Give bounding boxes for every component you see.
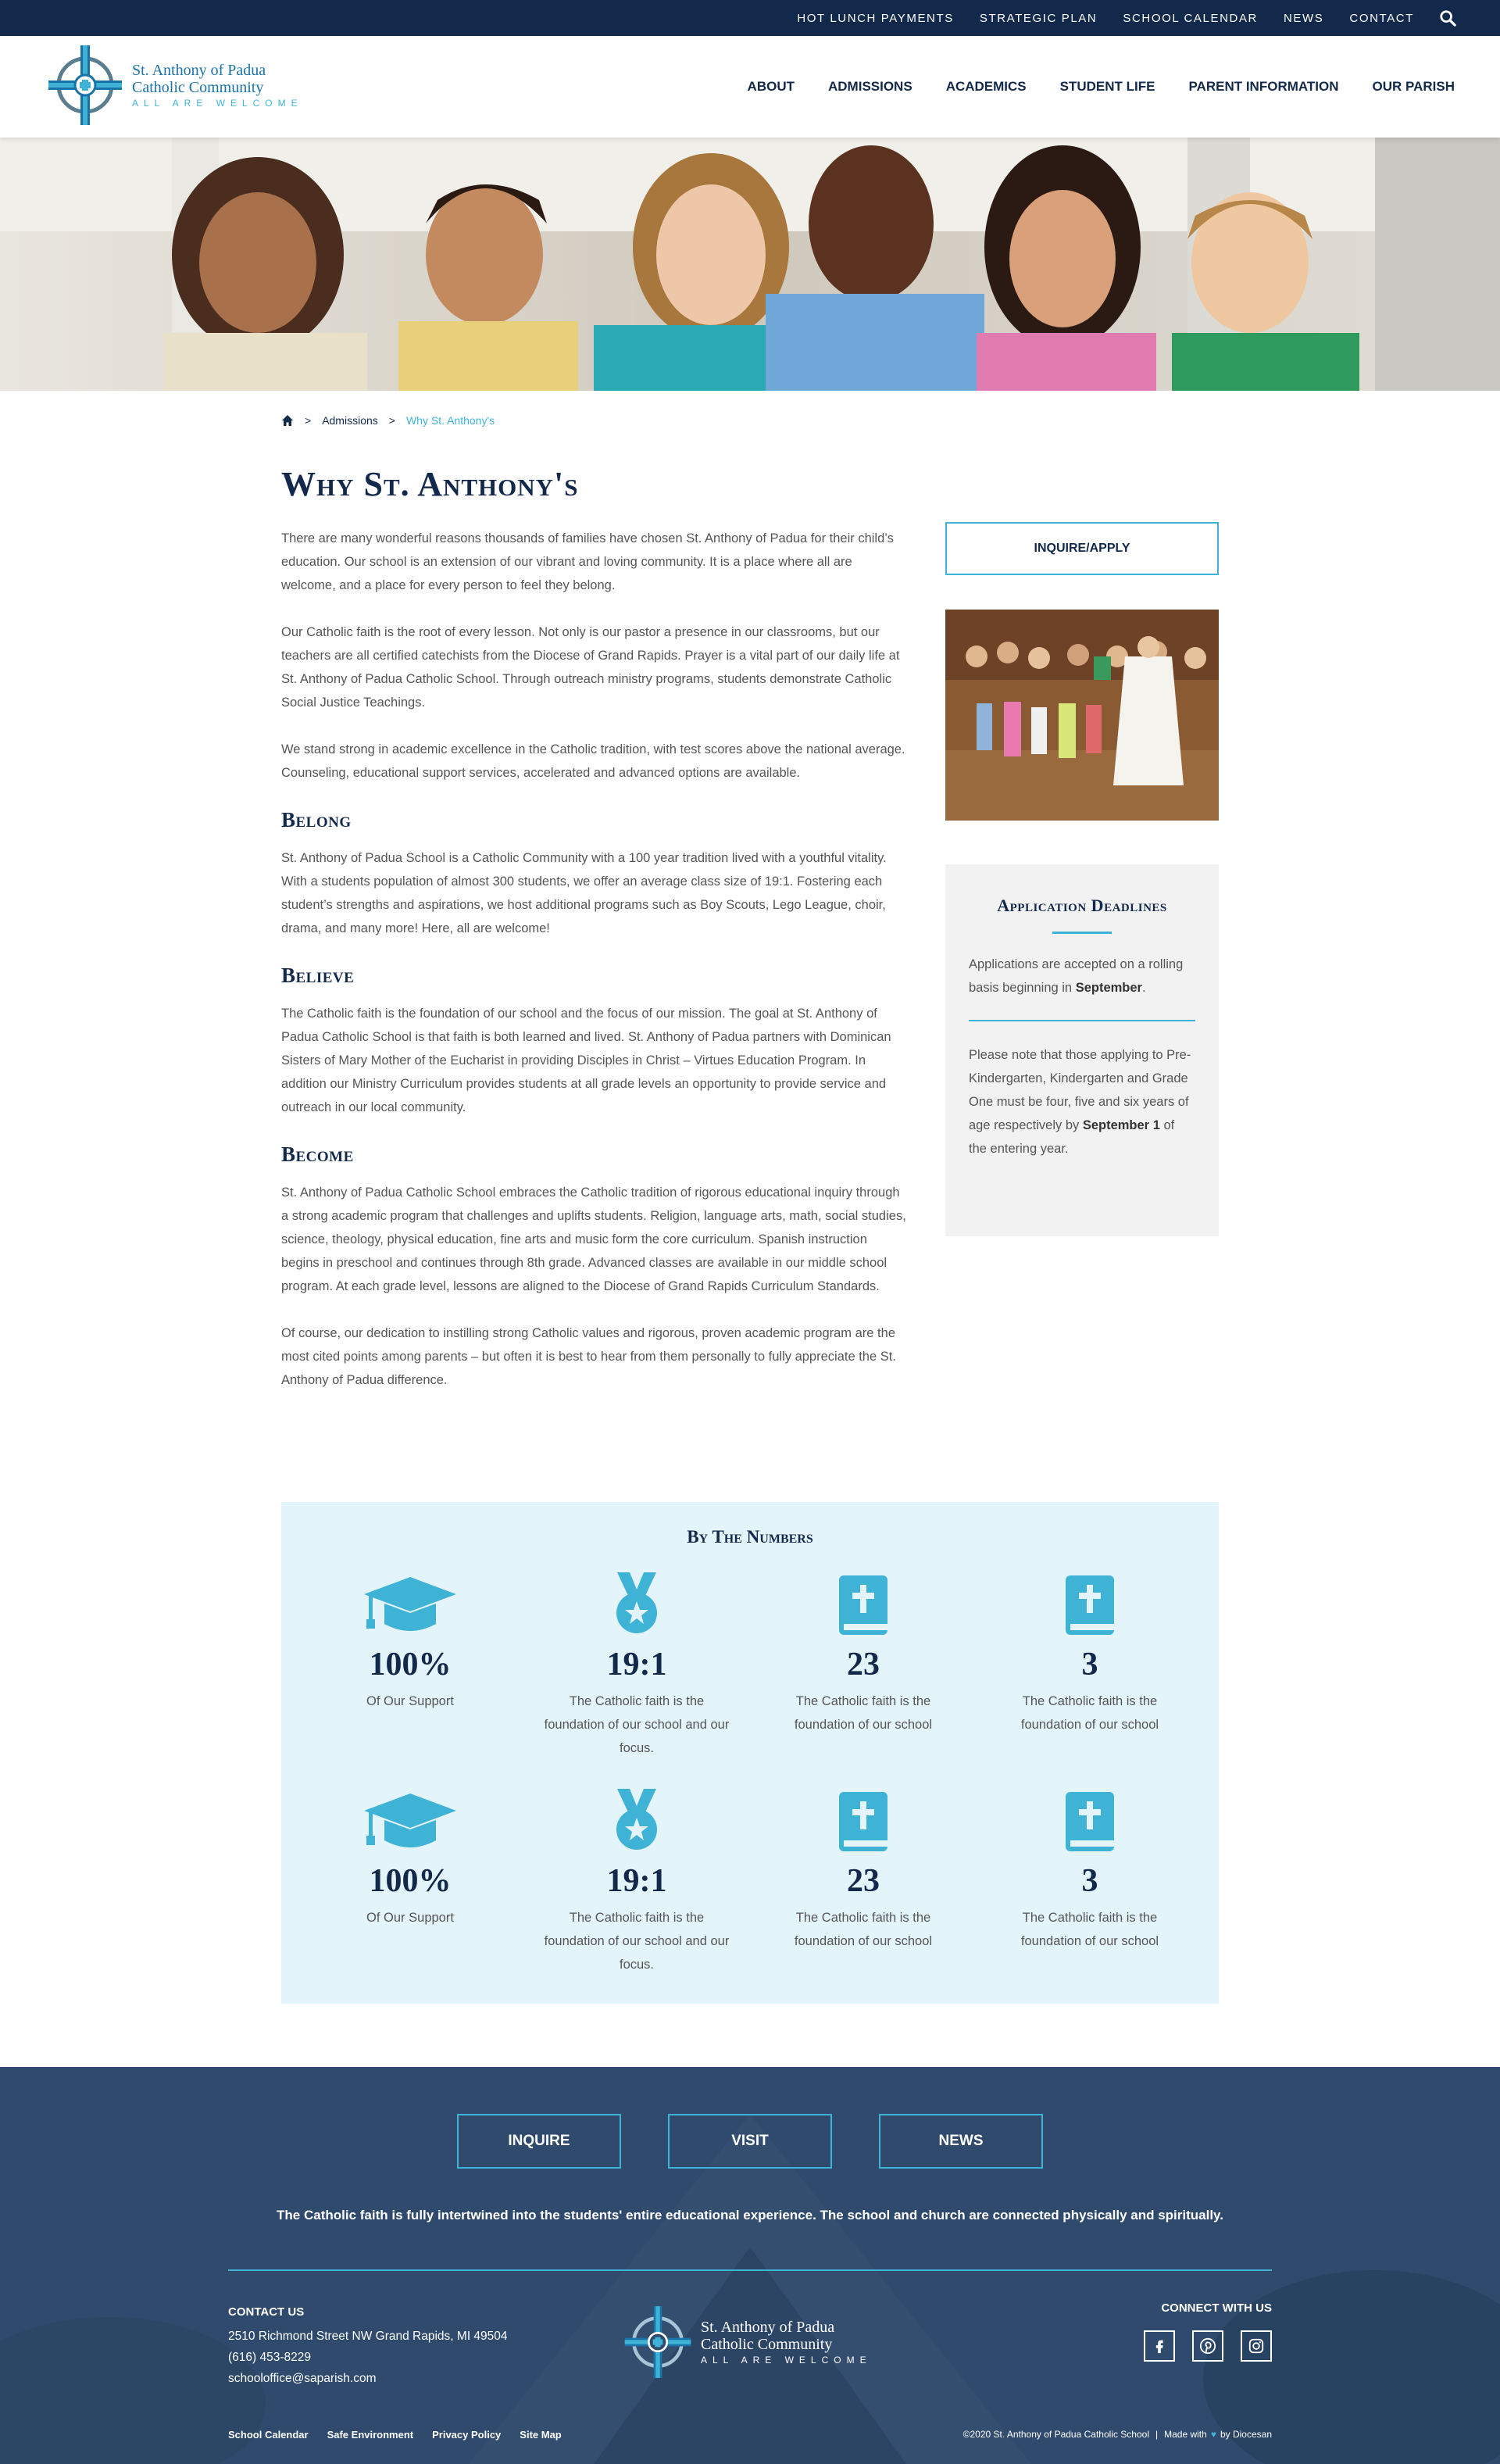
section-paragraph: The Catholic faith is the foundation of our school and the focus of our mission. The goal at St. Anthony of Padua Catholic School is that faith is both learned and lived. St. Anthony of Padua partners with Dominican Sisters of Mary Mother of the Eucharist in providing Disciples in Christ – Virtues Education Program. In addition our Ministry Curriculum provides students at all grade levels an opportunity to provide service and outreach in our local community. (281, 1007, 891, 1114)
footer-tagline: The Catholic faith is fully intertwined into the students' entire educational experience. The school and church are connected physically and spiritually. (277, 2208, 1223, 2223)
footer-cta-buttons (0, 2114, 1500, 2169)
site-footer (0, 2067, 1500, 2464)
stat-value: 19:1 (606, 1647, 667, 1683)
breadcrumb-separator: > (388, 414, 395, 427)
footer-contact (228, 2301, 508, 2389)
hot-lunch-link[interactable]: HOT LUNCH PAYMENTS (797, 11, 954, 25)
nav-our-parish[interactable]: OUR PARISH (1372, 79, 1455, 94)
deadlines-title: Application Deadlines (997, 896, 1167, 915)
logo-line-2: Catholic Community (132, 79, 264, 96)
divider (969, 1020, 1195, 1021)
hero-students-photo (0, 138, 1500, 391)
stat-value: 23 (847, 1863, 880, 1899)
cross-logo-icon (46, 44, 124, 127)
mass-photo (945, 610, 1219, 821)
main-content (281, 527, 906, 1415)
facebook-icon[interactable] (1144, 2330, 1175, 2362)
nav-about[interactable]: ABOUT (747, 79, 795, 94)
stat-value: 23 (847, 1647, 880, 1683)
graduation-cap-icon (297, 1572, 523, 1635)
nav-academics[interactable]: ACADEMICS (945, 79, 1027, 94)
site-logo[interactable] (46, 44, 303, 127)
footer-link-site-map[interactable]: Site Map (520, 2429, 562, 2441)
footer-visit-button[interactable]: VISIT (668, 2114, 832, 2169)
search-icon[interactable] (1439, 9, 1456, 27)
section-heading-become: Become (281, 1143, 354, 1166)
breadcrumb-separator: > (305, 414, 312, 427)
bible-icon (977, 1789, 1203, 1851)
logo-tagline: ALL ARE WELCOME (132, 98, 303, 109)
stat-value: 100% (369, 1863, 452, 1899)
medal-icon (523, 1572, 750, 1635)
footer-link-safe-environment[interactable]: Safe Environment (327, 2429, 414, 2441)
stat-23 (750, 1572, 977, 1736)
stat-label: The Catholic faith is the foundation of our school (794, 1911, 933, 1948)
stat-label: The Catholic faith is the foundation of our school (794, 1694, 933, 1732)
stat-label: The Catholic faith is the foundation of our school and our focus. (544, 1911, 730, 1972)
connect-heading: CONNECT WITH US (1161, 2301, 1272, 2315)
copyright-text: ©2020 St. Anthony of Padua Catholic School (962, 2429, 1149, 2440)
contact-heading: CONTACT US (228, 2305, 305, 2319)
stat-label: The Catholic faith is the foundation of our school (1020, 1694, 1159, 1732)
intro-paragraph: Our Catholic faith is the root of every lesson. Not only is our pastor a presence in our classrooms, but our teachers are all certified catechists from the Diocese of Grand Rapids. Prayer is a vital part of our daily life at St. Anthony of Padua Catholic School. Through outreach ministry programs, students demonstrate Catholic Social Justice Teachings. (281, 625, 900, 710)
contact-email[interactable]: schooloffice@saparish.com (228, 2372, 377, 2385)
footer-news-button[interactable]: NEWS (879, 2114, 1043, 2169)
stat-3 (977, 1789, 1203, 1953)
footer-link-privacy-policy[interactable]: Privacy Policy (432, 2429, 502, 2441)
copyright (963, 2429, 1272, 2440)
stat-label: The Catholic faith is the foundation of our school (1020, 1911, 1159, 1948)
section-paragraph: Of course, our dedication to instilling strong Catholic values and rigorous, proven academic program are the most cited points among parents – but often it is best to hear from them personally to fully appreciate the St. Anthony of Padua difference. (281, 1326, 896, 1387)
footer-logo[interactable] (623, 2305, 872, 2380)
home-icon[interactable] (281, 414, 294, 427)
logo-line-2: Catholic Community (701, 2336, 833, 2353)
footer-bottom-links (228, 2429, 580, 2441)
footer-divider (228, 2269, 1272, 2271)
breadcrumb (281, 414, 495, 427)
title-underline (1052, 932, 1112, 934)
contact-address: 2510 Richmond Street NW Grand Rapids, MI 49504 (228, 2330, 508, 2343)
nav-student-life[interactable]: STUDENT LIFE (1059, 79, 1155, 94)
stat-value: 3 (1081, 1863, 1098, 1899)
news-link[interactable]: NEWS (1284, 11, 1324, 25)
bible-icon (750, 1572, 977, 1635)
made-with-text: Made with (1164, 2429, 1207, 2440)
hero-image (0, 138, 1500, 391)
pipe-separator: | (1155, 2429, 1159, 2440)
numbers-title: By The Numbers (687, 1527, 813, 1547)
section-heading-belong: Belong (281, 808, 352, 831)
logo-tagline: ALL ARE WELCOME (701, 2355, 872, 2366)
stat-class-size (523, 1789, 750, 1976)
breadcrumb-current: Why St. Anthony's (405, 414, 495, 427)
stat-3 (977, 1572, 1203, 1736)
stat-value: 100% (369, 1647, 452, 1683)
nav-parent-information[interactable]: PARENT INFORMATION (1188, 79, 1339, 94)
logo-wordmark (701, 2319, 872, 2366)
section-paragraph: St. Anthony of Padua Catholic School embraces the Catholic tradition of rigorous educational inquiry through a strong academic program that challenges and uplifts students. Religion, language arts, math, social studies, science, theology, physical education, fine arts and music form the core curriculum. Spanish instruction begins in preschool and continues through 8th grade. Advanced classes are available in our middle school program. At each grade level, lessons are aligned to the Diocese of Grand Rapids Curriculum Standards. (281, 1186, 906, 1293)
stat-support (297, 1789, 523, 1929)
by-diocesan-link[interactable]: by Diocesan (1220, 2429, 1272, 2440)
contact-link[interactable]: CONTACT (1349, 11, 1414, 25)
section-paragraph: St. Anthony of Padua School is a Catholic Community with a 100 year tradition lived with a youthful vitality. With a students population of almost 300 students, we offer an average class size of 19:1. Fostering each student’s strengths and aspirations, we host additional programs such as Boy Scouts, Lego League, choir, drama, and many more! Here, all are welcome! (281, 851, 887, 935)
strategic-plan-link[interactable]: STRATEGIC PLAN (979, 11, 1098, 25)
logo-line-1: St. Anthony of Padua (701, 2319, 835, 2336)
contact-phone[interactable]: (616) 453-8229 (228, 2351, 311, 2364)
logo-line-1: St. Anthony of Padua (132, 62, 266, 79)
intro-paragraph: We stand strong in academic excellence in the Catholic tradition, with test scores above the national average. Counseling, educational support services, accelerated and advanced options are available. (281, 742, 905, 780)
inquire-apply-button[interactable]: INQUIRE/APPLY (945, 522, 1219, 575)
graduation-cap-icon (297, 1789, 523, 1851)
page-title: Why St. Anthony's (281, 465, 579, 503)
bible-icon (977, 1572, 1203, 1635)
cross-logo-icon (623, 2305, 693, 2380)
main-nav (714, 36, 1455, 138)
church-children-photo (945, 610, 1219, 821)
nav-admissions[interactable]: ADMISSIONS (828, 79, 912, 94)
stat-support (297, 1572, 523, 1713)
site-header (0, 36, 1500, 138)
stat-value: 3 (1081, 1647, 1098, 1683)
section-heading-believe: Believe (281, 964, 355, 987)
social-links (1127, 2330, 1272, 2362)
deadlines-rolling-text: Applications are accepted on a rolling basis beginning in September. (969, 957, 1184, 995)
heart-icon: ♥ (1210, 2429, 1216, 2440)
top-utility-bar (0, 0, 1500, 36)
bible-icon (750, 1789, 977, 1851)
medal-icon (523, 1789, 750, 1851)
utility-links (771, 0, 1456, 36)
footer-link-school-calendar[interactable]: School Calendar (228, 2429, 309, 2441)
stat-value: 19:1 (606, 1863, 667, 1899)
intro-paragraph: There are many wonderful reasons thousands of families have chosen St. Anthony of Padua for their child’s education. Our school is an extension of our vibrant and loving community. It is a place where all are welcome, and a place for every person to feel they belong. (281, 531, 894, 592)
stat-class-size (523, 1572, 750, 1760)
stat-label: Of Our Support (366, 1694, 454, 1708)
application-deadlines-panel (945, 864, 1219, 1236)
footer-connect (1127, 2301, 1272, 2362)
stat-label: The Catholic faith is the foundation of our school and our focus. (544, 1694, 730, 1755)
by-the-numbers-section (281, 1502, 1219, 2004)
stat-label: Of Our Support (366, 1911, 454, 1925)
pinterest-icon[interactable] (1192, 2330, 1223, 2362)
instagram-icon[interactable] (1241, 2330, 1272, 2362)
deadlines-age-text: Please note that those applying to Pre-Kindergarten, Kindergarten and Grade One must be four, five and six years of age respectively by September 1 of the entering year. (969, 1048, 1191, 1156)
stat-23 (750, 1789, 977, 1953)
footer-inquire-button[interactable]: INQUIRE (457, 2114, 621, 2169)
logo-wordmark (132, 62, 303, 109)
school-calendar-link[interactable]: SCHOOL CALENDAR (1123, 11, 1258, 25)
breadcrumb-admissions[interactable]: Admissions (322, 414, 378, 427)
